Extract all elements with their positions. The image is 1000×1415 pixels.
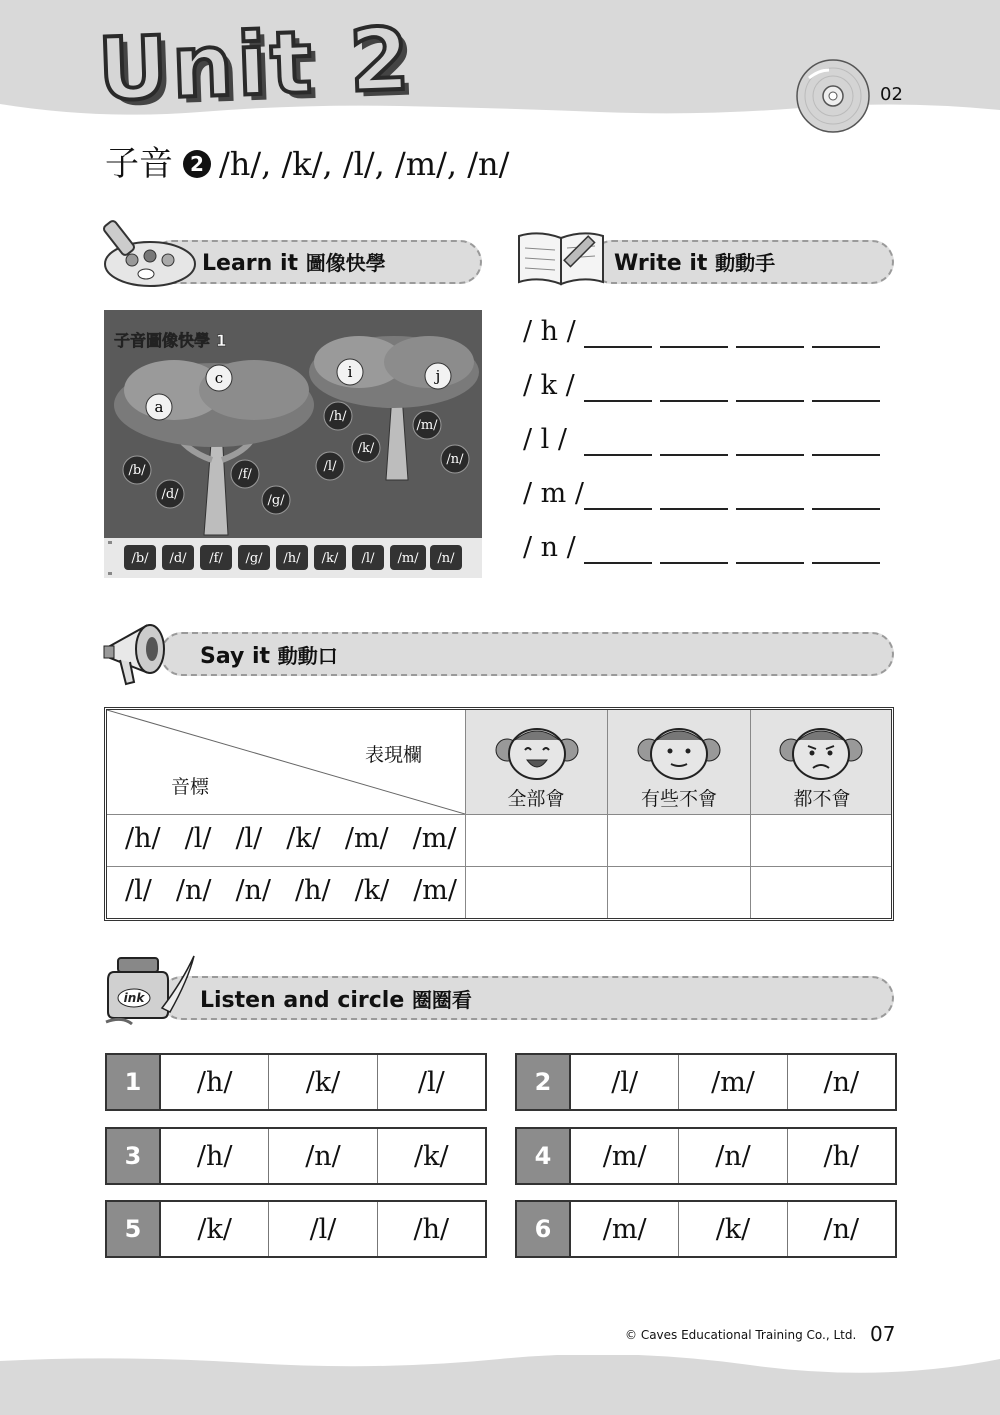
svg-text:ink: ink bbox=[123, 991, 145, 1005]
sound-option[interactable]: /l/ bbox=[571, 1055, 679, 1109]
learn-it-title-zh: 圖像快學 bbox=[305, 251, 386, 275]
apple-sound: /h/ bbox=[329, 409, 347, 424]
sound-option[interactable]: /k/ bbox=[679, 1202, 787, 1256]
film-strip-sound: /b/ bbox=[131, 551, 149, 566]
item-number: 2 bbox=[517, 1055, 571, 1109]
apple-sound: /f/ bbox=[238, 467, 252, 482]
writing-line[interactable] bbox=[660, 508, 728, 510]
circle-item-4 bbox=[515, 1127, 897, 1185]
say-it-title bbox=[200, 640, 338, 669]
writing-line[interactable] bbox=[584, 346, 652, 348]
sound-option[interactable]: /k/ bbox=[161, 1202, 269, 1256]
say-sound: /m/ bbox=[412, 823, 457, 854]
say-it-title-en: Say it bbox=[200, 644, 271, 669]
sound-option[interactable]: /h/ bbox=[161, 1055, 269, 1109]
apple-letter: a bbox=[154, 398, 164, 416]
apple-letter: j bbox=[435, 367, 441, 385]
apple-sound: /d/ bbox=[161, 487, 179, 502]
item-number: 1 bbox=[107, 1055, 161, 1109]
lesson-number: 2 bbox=[183, 150, 211, 178]
film-strip-sound: /g/ bbox=[245, 551, 263, 566]
learn-it-picture[interactable] bbox=[104, 310, 482, 578]
item-number: 5 bbox=[107, 1202, 161, 1256]
film-strip-sound: /f/ bbox=[209, 551, 223, 566]
writing-line[interactable] bbox=[736, 400, 804, 402]
writing-line[interactable] bbox=[812, 508, 880, 510]
say-it-title-zh: 動動口 bbox=[277, 644, 338, 668]
writing-line[interactable] bbox=[660, 346, 728, 348]
picture-caption: 子音圖像快學 1 bbox=[114, 331, 227, 350]
apple-sound: /b/ bbox=[128, 463, 146, 478]
writing-line[interactable] bbox=[584, 400, 652, 402]
film-strip-sound: /l/ bbox=[361, 551, 375, 566]
sound-option[interactable]: /l/ bbox=[269, 1202, 377, 1256]
copyright-text: © Caves Educational Training Co., Ltd. bbox=[625, 1328, 857, 1342]
circle-item-2 bbox=[515, 1053, 897, 1111]
writing-line[interactable] bbox=[812, 400, 880, 402]
column-none-correct: 都不會 bbox=[793, 788, 851, 810]
lesson-title bbox=[105, 136, 509, 185]
writing-line[interactable] bbox=[584, 454, 652, 456]
listen-title bbox=[200, 984, 472, 1013]
happy-face-icon bbox=[493, 722, 581, 780]
apple-sound: /l/ bbox=[323, 459, 337, 474]
say-sound: /n/ bbox=[175, 875, 212, 906]
apple-sound: /n/ bbox=[446, 452, 464, 467]
writing-line[interactable] bbox=[736, 508, 804, 510]
answer-cell[interactable] bbox=[751, 867, 891, 918]
say-sound: /m/ bbox=[413, 875, 457, 906]
worried-face-icon bbox=[777, 722, 865, 780]
say-sound: /n/ bbox=[235, 875, 272, 906]
writing-line[interactable] bbox=[660, 454, 728, 456]
sound-option[interactable]: /n/ bbox=[823, 1213, 860, 1245]
sound-option[interactable]: /n/ bbox=[679, 1129, 787, 1183]
learn-it-title-en: Learn it bbox=[202, 251, 299, 276]
sound-option[interactable]: /m/ bbox=[571, 1129, 679, 1183]
writing-line[interactable] bbox=[736, 346, 804, 348]
item-number: 3 bbox=[107, 1129, 161, 1183]
writing-line[interactable] bbox=[812, 454, 880, 456]
apple-sound: /k/ bbox=[357, 441, 375, 456]
answer-cell[interactable] bbox=[608, 815, 750, 866]
sound-option[interactable]: /k/ bbox=[414, 1140, 449, 1172]
write-row-label: / n / bbox=[523, 532, 576, 563]
say-sound: /k/ bbox=[354, 875, 390, 906]
sound-option[interactable]: /k/ bbox=[269, 1055, 377, 1109]
write-row-label: / h / bbox=[523, 316, 576, 347]
lesson-label: 子音 bbox=[105, 144, 173, 184]
apple-sound: /g/ bbox=[267, 493, 285, 508]
circle-item-5 bbox=[105, 1200, 487, 1258]
apple-sound: /m/ bbox=[416, 418, 438, 433]
track-number: 02 bbox=[880, 84, 903, 105]
sound-option[interactable]: /n/ bbox=[269, 1129, 377, 1183]
sound-option[interactable]: /h/ bbox=[823, 1140, 860, 1172]
writing-line[interactable] bbox=[812, 562, 880, 564]
film-strip-sound: /n/ bbox=[437, 551, 455, 566]
unit-title: Unit 2 bbox=[96, 9, 416, 121]
writing-line[interactable] bbox=[812, 346, 880, 348]
cd-icon bbox=[795, 58, 871, 134]
circle-item-1 bbox=[105, 1053, 487, 1111]
item-number: 4 bbox=[517, 1129, 571, 1183]
column-some-wrong: 有些不會 bbox=[640, 788, 717, 810]
listen-title-zh: 圈圈看 bbox=[411, 988, 472, 1012]
write-it-title-zh: 動動手 bbox=[715, 251, 776, 275]
sound-option[interactable]: /m/ bbox=[679, 1055, 787, 1109]
film-strip-sound: /h/ bbox=[283, 551, 301, 566]
palette-icon bbox=[102, 212, 198, 288]
sound-option[interactable]: /l/ bbox=[417, 1066, 445, 1098]
megaphone-icon bbox=[102, 616, 180, 690]
page-number: 07 bbox=[870, 1322, 896, 1346]
lesson-sounds: /h/, /k/, /l/, /m/, /n/ bbox=[219, 145, 510, 183]
write-row-label: / l / bbox=[523, 424, 567, 455]
say-sound: /l/ bbox=[235, 823, 263, 854]
neutral-face-icon bbox=[635, 722, 723, 780]
writing-line[interactable] bbox=[584, 562, 652, 564]
answer-cell[interactable] bbox=[466, 867, 607, 918]
say-sound: /h/ bbox=[125, 823, 161, 854]
film-strip-sound: /k/ bbox=[321, 551, 339, 566]
sound-option[interactable]: /h/ bbox=[413, 1213, 450, 1245]
footer-band bbox=[0, 1355, 1000, 1415]
header-phonetic: 音標 bbox=[171, 776, 210, 798]
writing-line[interactable] bbox=[736, 562, 804, 564]
say-sound: /m/ bbox=[344, 823, 389, 854]
circle-item-6 bbox=[515, 1200, 897, 1258]
answer-cell[interactable] bbox=[466, 815, 607, 866]
writing-line[interactable] bbox=[660, 400, 728, 402]
learn-it-title bbox=[202, 247, 386, 276]
listen-title-en: Listen and circle bbox=[200, 988, 405, 1013]
header-performance: 表現欄 bbox=[365, 744, 423, 766]
writing-line[interactable] bbox=[660, 562, 728, 564]
film-strip-sound: /m/ bbox=[397, 551, 419, 566]
film-strip-sound: /d/ bbox=[169, 551, 187, 566]
item-number: 6 bbox=[517, 1202, 571, 1256]
ink-bottle-icon bbox=[102, 952, 198, 1028]
write-it-title bbox=[614, 247, 775, 276]
answer-cell[interactable] bbox=[608, 867, 750, 918]
sound-option[interactable]: /m/ bbox=[571, 1202, 679, 1256]
say-row-1 bbox=[125, 823, 456, 854]
column-all-correct: 全部會 bbox=[507, 788, 565, 810]
sound-option[interactable]: /h/ bbox=[161, 1129, 269, 1183]
writing-line[interactable] bbox=[584, 508, 652, 510]
write-row-label: / m / bbox=[523, 478, 584, 509]
say-sound: /l/ bbox=[184, 823, 212, 854]
write-row-label: / k / bbox=[523, 370, 575, 401]
writing-line[interactable] bbox=[736, 454, 804, 456]
notebook-icon bbox=[515, 228, 607, 288]
say-sound: /h/ bbox=[295, 875, 331, 906]
say-row-2 bbox=[125, 875, 457, 906]
say-it-table bbox=[104, 707, 894, 921]
sound-option[interactable]: /n/ bbox=[823, 1066, 860, 1098]
write-it-title-en: Write it bbox=[614, 251, 708, 276]
apple-letter: i bbox=[347, 363, 353, 381]
circle-item-3 bbox=[105, 1127, 487, 1185]
say-sound: /k/ bbox=[286, 823, 321, 854]
apple-letter: c bbox=[214, 369, 224, 387]
say-sound: /l/ bbox=[125, 875, 152, 906]
answer-cell[interactable] bbox=[751, 815, 891, 866]
